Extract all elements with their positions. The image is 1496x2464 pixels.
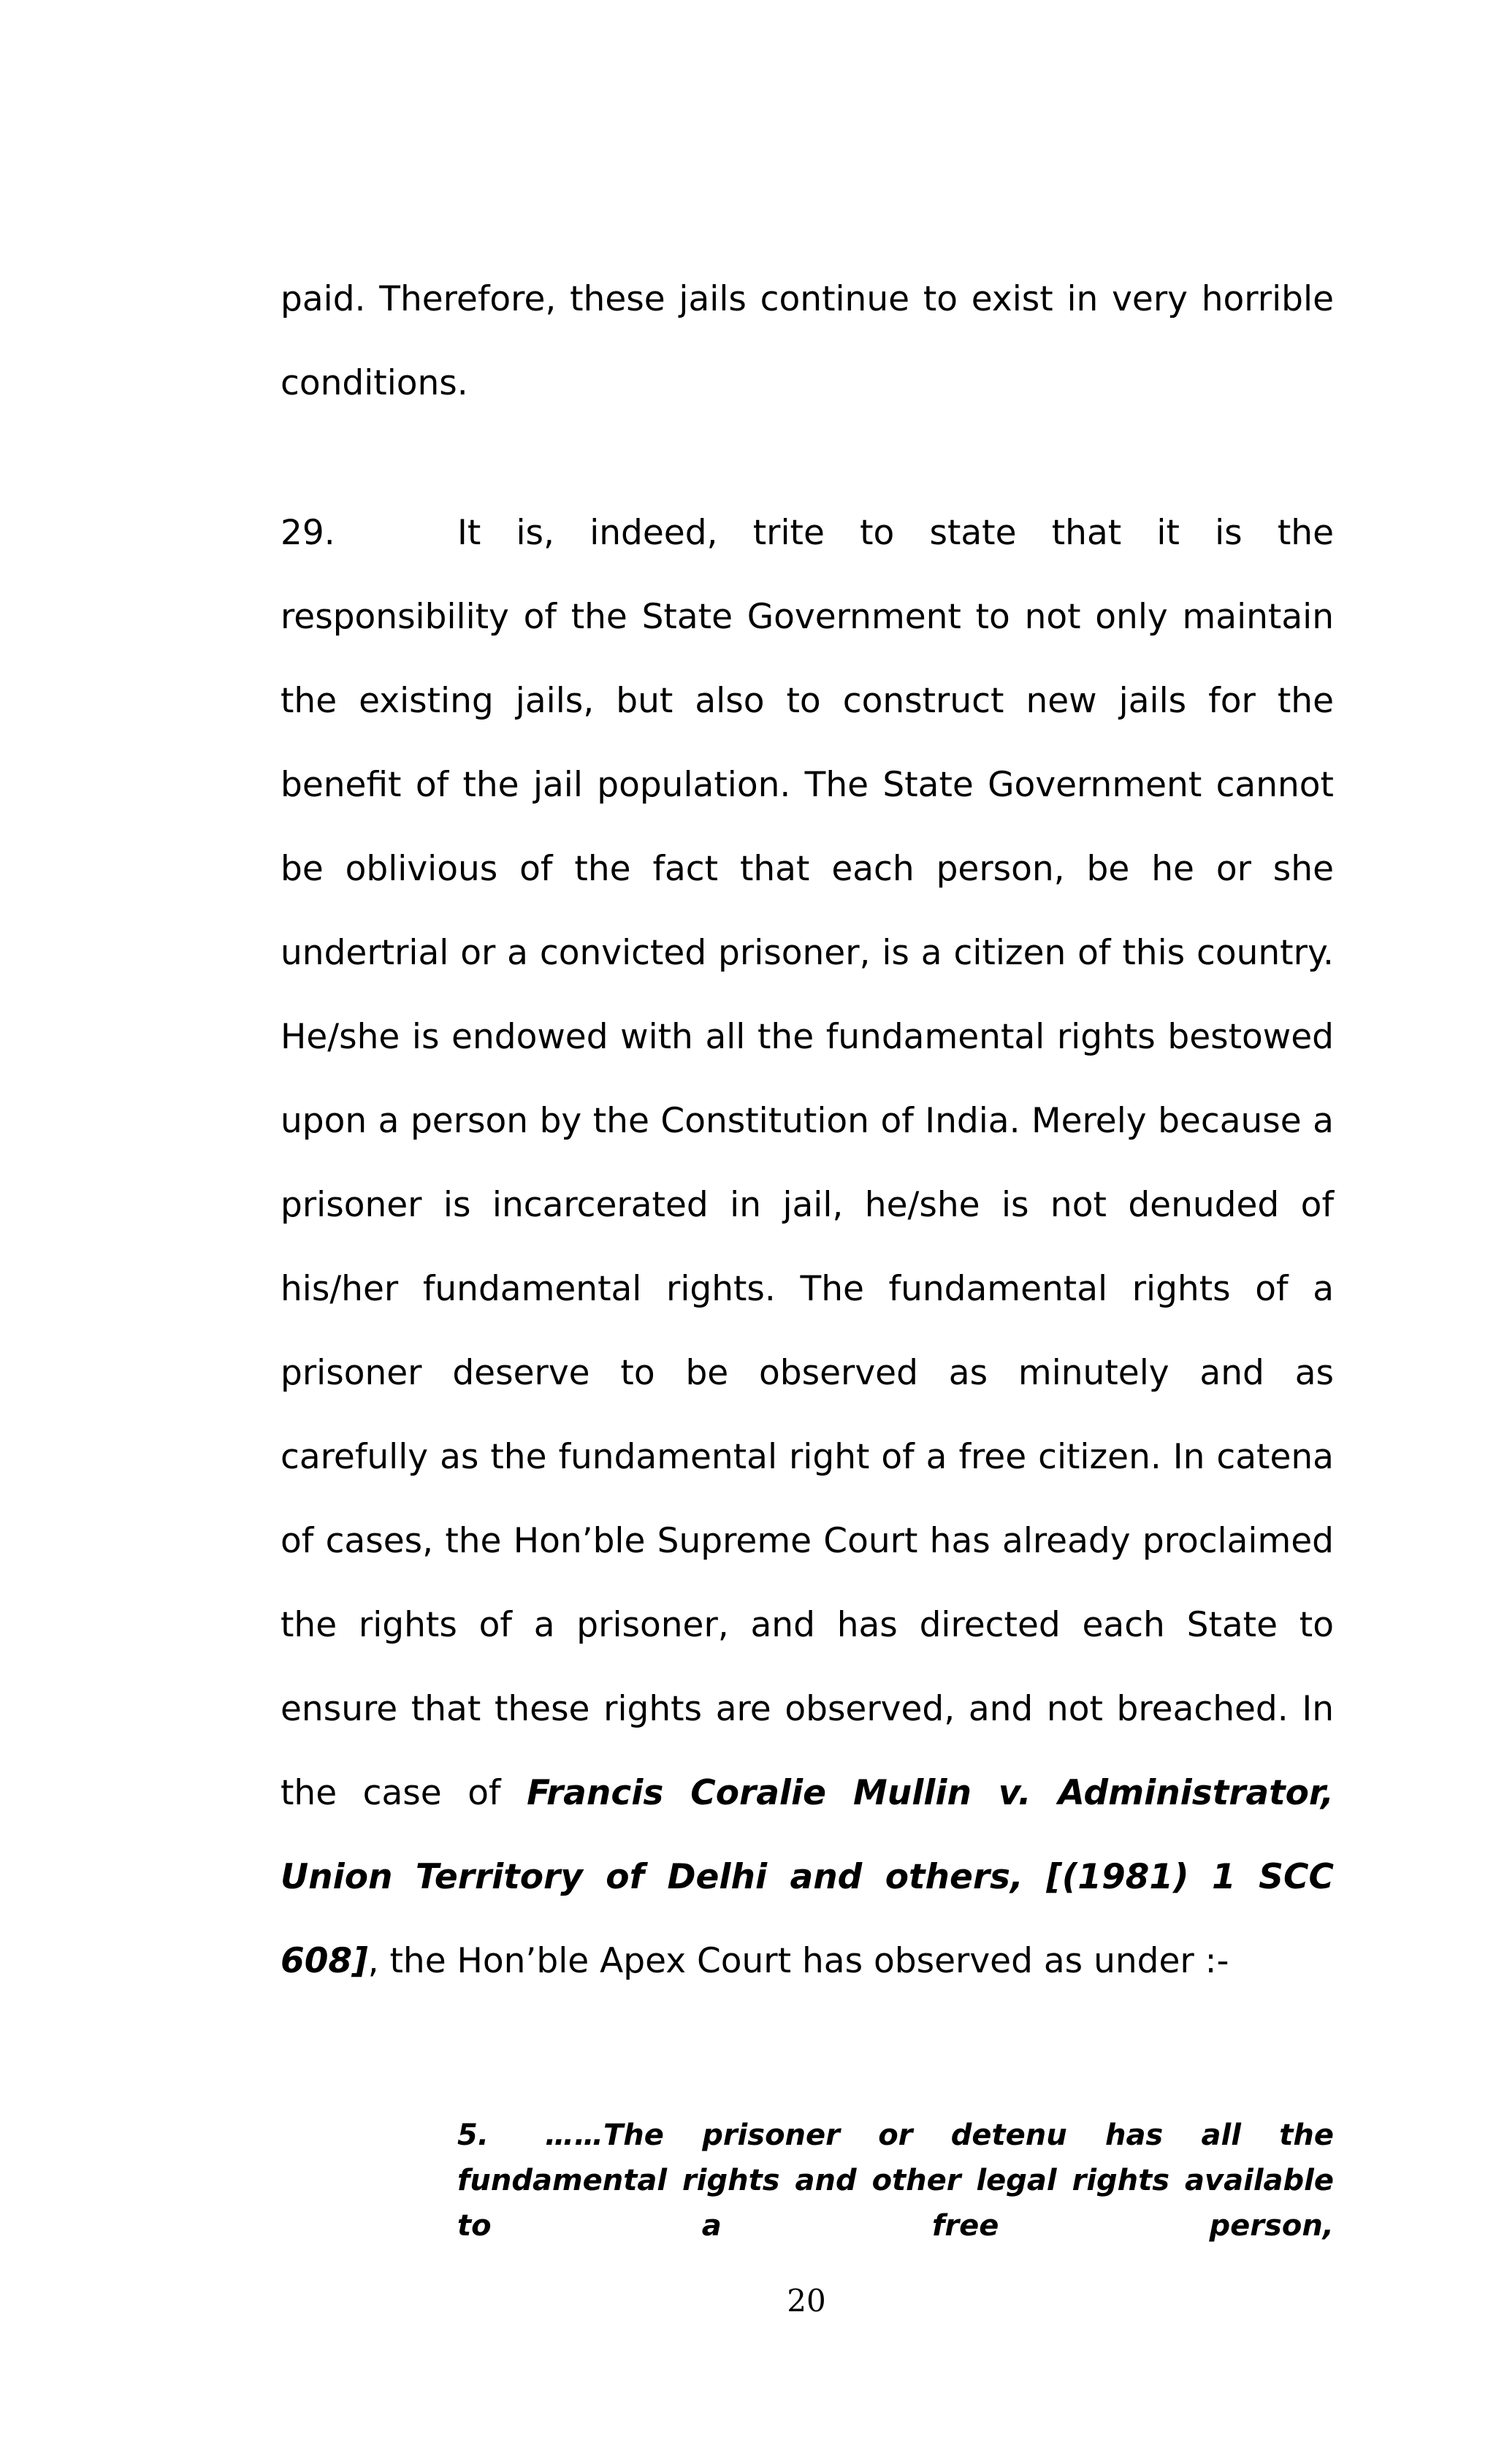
continuation-paragraph (280, 257, 1334, 425)
case-citation: Francis Coralie Mullin v. Administrator, Union Territory of Delhi and others, [(1981) 1 SCC 608] (280, 1773, 1334, 1981)
paragraph-text: It is, indeed, trite to state that it is the responsibility of the State Government to not only maintain the existing jails, but also to construct new jails for the benefit of the jail population. The State Government cannot be oblivious of the fact that each person, be he or she undertrial or a convicted prisoner, is a citizen of this country. He/she is endowed with all the fundamental rights bestowed upon a person by the Constitution of India. Merely because a prisoner is incarcerated in jail, he/she is not denuded of his/her fundamental rights. The fundamental rights of a prisoner deserve to be observed as minutely and as carefully as the fundamental right of a free citizen. In catena of cases, the Hon’ble Supreme Court has already proclaimed the rights of a prisoner, and has directed each State to ensure that these rights are observed, and not breached. In the case of (280, 513, 1334, 1813)
paragraph-29 (280, 491, 1334, 2003)
page-number: 20 (787, 2283, 826, 2319)
paragraph-number: 29. (280, 513, 335, 553)
continuation-text: paid. Therefore, these jails continue to exist in very horrible conditions. (280, 279, 1334, 403)
block-quote (457, 2113, 1334, 2249)
quote-number: 5. (457, 2118, 489, 2152)
paragraph-text-after-citation: , the Hon’ble Apex Court has observed as under :- (367, 1941, 1229, 1981)
quote-text: ……The prisoner or detenu has all the fundamental rights and other legal rights available to a free person, (457, 2118, 1334, 2243)
